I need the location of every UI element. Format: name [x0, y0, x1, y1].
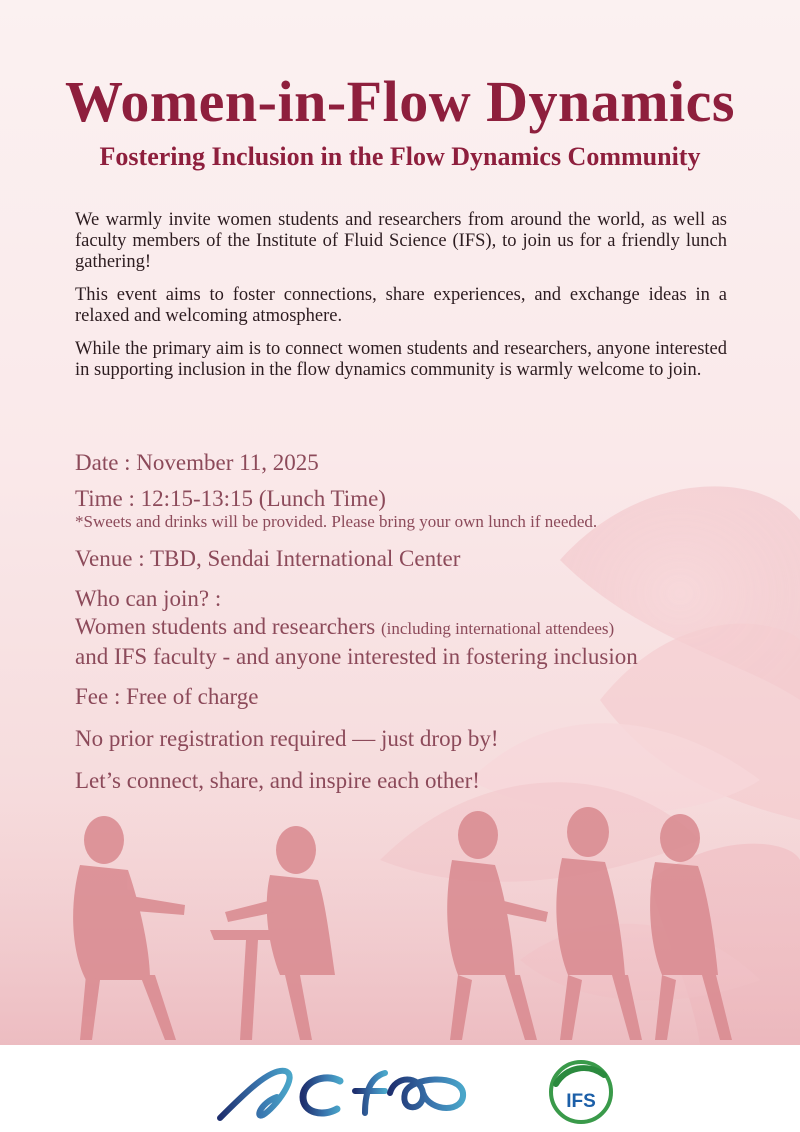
closing-message: Let’s connect, share, and inspire each other! [75, 768, 480, 793]
page-subtitle: Fostering Inclusion in the Flow Dynamics Community [99, 142, 701, 171]
intro-text [75, 210, 727, 393]
ifs-logo [548, 1059, 614, 1125]
who-can-join-line2: and IFS faculty - and anyone interested in fostering inclusion [75, 644, 638, 669]
who-can-join-label: Who can join? : [75, 586, 222, 611]
who-can-join-line1-note: (including international attendees) [381, 619, 615, 638]
registration-note: No prior registration required — just drop by! [75, 726, 499, 751]
intro-paragraph: We warmly invite women students and researchers from around the world, as well as faculty members of the Institute of Fluid Science (IFS), to join us for a friendly lunch gathering! [75, 210, 727, 272]
event-venue: Venue : TBD, Sendai International Center [75, 546, 461, 571]
who-can-join-line1-main: Women students and researchers [75, 614, 376, 639]
event-date: Date : November 11, 2025 [75, 450, 319, 475]
icfd-logo [215, 1063, 475, 1125]
footer-logos [0, 1045, 800, 1132]
who-can-join-line1 [75, 614, 765, 642]
svg-text:IFS: IFS [566, 1091, 596, 1112]
event-details [75, 450, 765, 804]
intro-paragraph: This event aims to foster connections, share experiences, and exchange ideas in a relaxed and welcoming atmosphere. [75, 285, 727, 326]
intro-paragraph: While the primary aim is to connect women students and researchers, anyone interested in supporting inclusion in the flow dynamics community is warmly welcome to join. [75, 339, 727, 380]
event-time: Time : 12:15-13:15 (Lunch Time) [75, 486, 386, 511]
event-fee: Fee : Free of charge [75, 684, 259, 709]
page-title: Women-in-Flow Dynamics [65, 69, 735, 134]
event-time-note: *Sweets and drinks will be provided. Please bring your own lunch if needed. [75, 512, 598, 531]
